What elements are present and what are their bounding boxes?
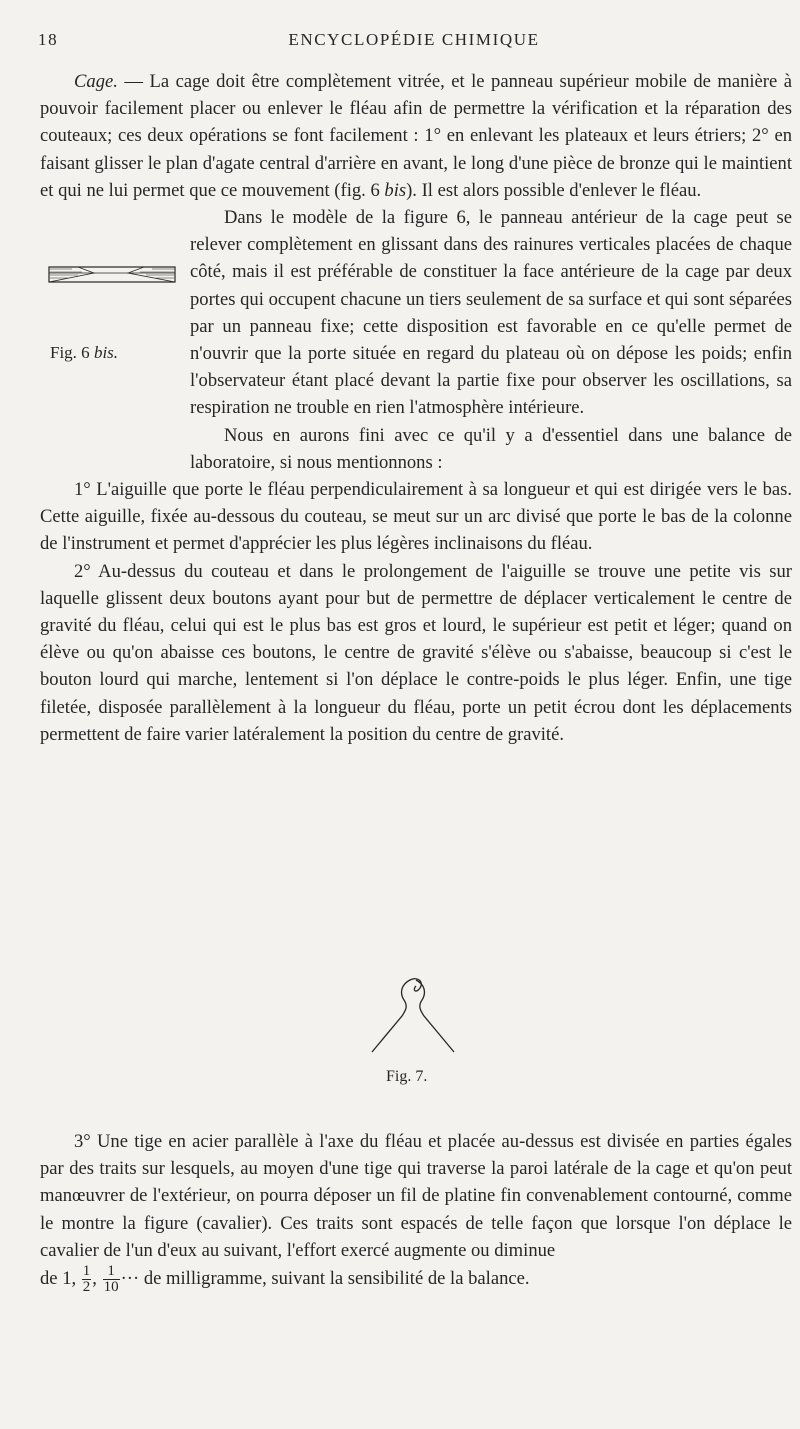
page-number: 18 (38, 30, 59, 49)
fraction-text-start: de 1, (40, 1267, 81, 1289)
fraction-one-tenth: $\frac{1}{10}$ (103, 1263, 119, 1296)
figure-6-bis-caption: Fig. 6 bis. (50, 343, 119, 363)
fraction-one-half: $\frac{1}{2}$ (82, 1263, 91, 1296)
main-text-block (40, 68, 792, 748)
figure-7-rider-drawing (368, 970, 458, 1060)
paragraph-rider: 3° Une tige en acier parallèle à l'axe du fléau et placée au-dessus est divisée en parties égales par des traits sur lesquels, au moyen d'une tige qui traverse la paroi latérale de la cage et qu'on peut manœuvrer de l'extérieur, on pourra déposer un fil de platine fin convenablement contourné, comme le montre la figure (cavalier). Ces traits sont espacés de telle façon que lorsque l'on déplace le cavalier de l'un d'eux au suivant, l'effort exercé augmente ou diminue (40, 1131, 792, 1261)
page-header (38, 30, 790, 60)
cage-text-b: ). Il est alors possible d'enlever le fléau. (406, 179, 702, 201)
paragraph-screw: 2° Au-dessus du couteau et dans le prolongement de l'aiguille se trouve une petite vis sur laquelle glissent deux boutons ayant pour but de permettre de déplacer verticalement le centre de gravité du fléau, celui qui est le plus bas est gros et lourd, le supérieur est petit et léger; quand on élève ou qu'on abaisse ces boutons, le centre de gravité s'élève ou s'abaisse, beaucoup si c'est le bouton lourd qui marche, lentement si l'on déplace le contre-poids le plus léger. Enfin, une tige filetée, disposée parallèlement à la longueur du fléau, porte un petit écrou dont les déplacements permettent de faire varier latéralement la position du centre de gravité. (40, 560, 792, 745)
model-text: Dans le modèle de la figure 6, le panneau antérieur de la cage peut se relever complètement en glissant dans des rainures verticales placées de chaque côté, mais il est préférable de constituer la face antérieure de la cage par deux portes qui occupent chacune un tiers seulement de sa surface et qui sont séparées par un panneau fixe; cette disposition est favorable en ce qu'elle permet de n'ouvrir que la porte située en regard du plateau où on dépose les poids; enfin l'observateur étant placé devant la partie fixe pour observer les oscillations, sa respiration ne trouble en rien l'atmosphère intérieure. (190, 207, 792, 419)
figure-6-bis (40, 204, 190, 474)
figure-6-bis-drawing (48, 264, 178, 286)
paragraph-cage (40, 68, 792, 204)
figure-7-caption: Fig. 7. (386, 1068, 428, 1085)
lower-text-block (40, 1128, 792, 1295)
fraction-text-end: ··· de milligramme, suivant la sensibilité de la balance. (120, 1267, 530, 1289)
cage-label: Cage. (74, 71, 118, 92)
running-title: ENCYCLOPÉDIE CHIMIQUE (288, 30, 540, 49)
cage-bis: bis (384, 179, 407, 201)
paragraph-fraction (40, 1264, 792, 1295)
paragraph-needle: 1° L'aiguille que porte le fléau perpendiculairement à sa longueur et qui est dirigée vers le bas. Cette aiguille, fixée au-dessous du couteau, se meut sur un arc divisé que porte le bas de la colonne de l'instrument et permet d'apprécier les plus légères inclinaisons du fléau. (40, 479, 792, 555)
fraction-comma: , (92, 1267, 97, 1289)
cage-text-a: — La cage doit être complètement vitrée, et le panneau supérieur mobile de manière à pouvoir facilement placer ou enlever le fléau afin de permettre la vérification et la réparation des couteaux; ces deux opérations se font facilement : 1° en enlevant les plateaux et leurs étriers; 2° en faisant glisser le plan d'agate central d'arrière en avant, le long d'une pièce de bronze qui le maintient et qui ne lui permet que ce mouvement (fig. 6 (40, 71, 792, 201)
paragraph-intro: Nous en aurons fini avec ce qu'il y a d'essentiel dans une balance de laboratoire, si nous mentionnons : (190, 424, 792, 473)
figure-7 (0, 970, 800, 1100)
paragraph-model (40, 204, 792, 422)
